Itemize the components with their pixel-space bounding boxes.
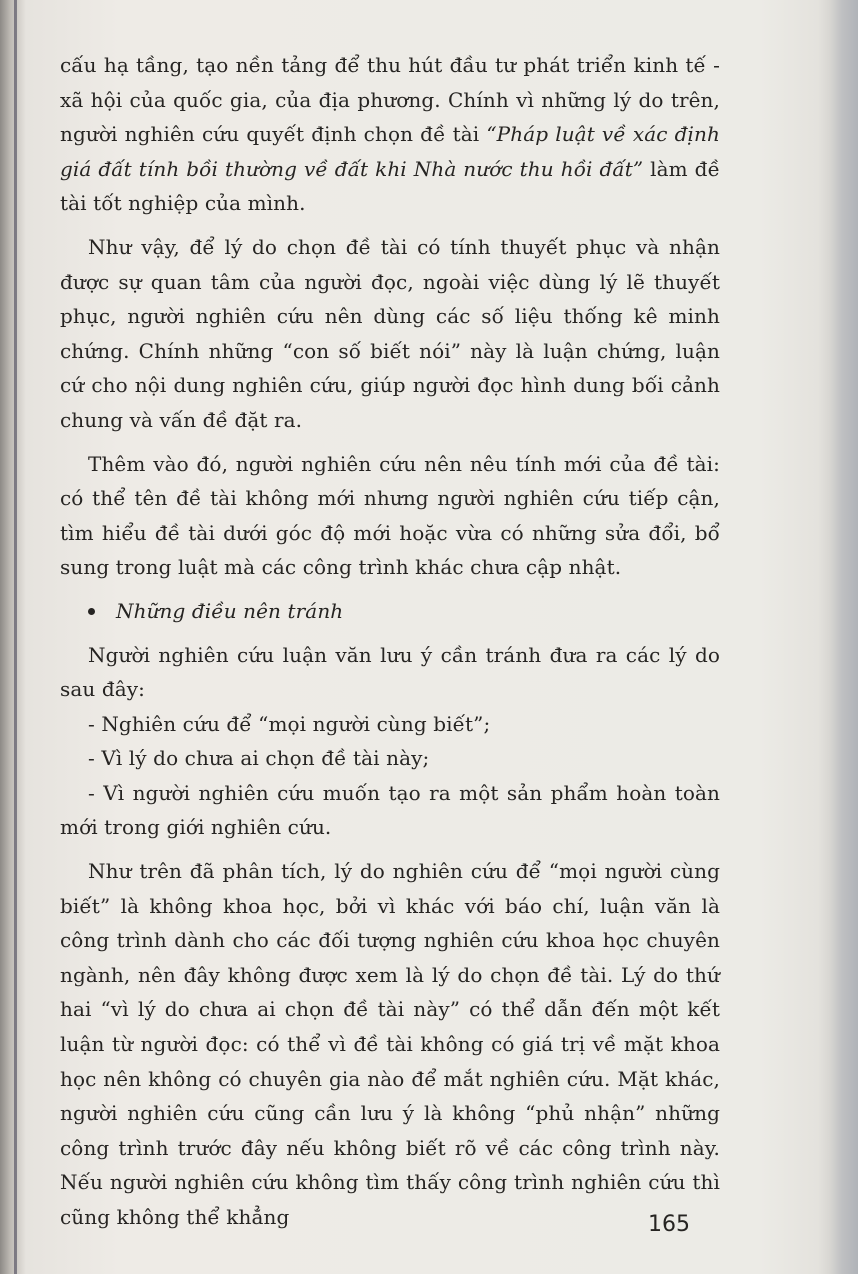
paragraph-5: Như trên đã phân tích, lý do nghiên cứu để “mọi người cùng biết” là không khoa học, bởi vì khác với báo chí, luận văn là công trình dành cho các đối tượng nghiên cứu khoa học chuyên ngành, nên đây không được xem là lý do chọn đề tài. Lý do thứ hai “vì lý do chưa ai chọn đề tài này” có thể dẫn đến một kết luận từ người đọc: có thể vì đề tài không có giá trị về mặt khoa học nên không có chuyên gia nào để mắt nghiên cứu. Mặt khác, người nghiên cứu cũng cần lưu ý là không “phủ nhận” những công trình trước đây nếu không biết rõ về các công trình này. Nếu người nghiên cứu không tìm thấy công trình nghiên cứu thì cũng không thể khẳng (60, 859, 720, 1229)
paragraph-1 (60, 48, 720, 221)
section-heading-bullet (60, 594, 720, 629)
section-heading: Những điều nên tránh (116, 598, 344, 623)
list-item: - Vì lý do chưa ai chọn đề tài này; (88, 746, 430, 771)
bullet-icon (88, 608, 95, 615)
paragraph-2: Như vậy, để lý do chọn đề tài có tính thuyết phục và nhận được sự quan tâm của người đọc, ngoài việc dùng lý lẽ thuyết phục, người nghiên cứu nên dùng các số liệu thống kê minh chứng. Chính những “con số biết nói” này là luận chứng, luận cứ cho nội dung nghiên cứu, giúp người đọc hình dung bối cảnh chung và vấn đề đặt ra. (60, 234, 720, 432)
body-text (60, 48, 720, 1235)
list-item: - Vì người nghiên cứu muốn tạo ra một sản phẩm hoàn toàn mới trong giới nghiên cứu. (60, 780, 720, 840)
paragraph-1-end: làm đề tài tốt nghiệp của mình. (60, 156, 720, 216)
paragraph-4: Người nghiên cứu luận văn lưu ý cần tránh đưa ra các lý do sau đây: (60, 642, 720, 702)
paragraph-1-start: cấu hạ tầng, tạo nền tảng để thu hút đầu tư phát triển kinh tế - xã hội của quốc gia, của địa phương. Chính vì những lý do trên, người nghiên cứu quyết định chọn đề tài (60, 53, 720, 147)
list-item: - Nghiên cứu để “mọi người cùng biết”; (88, 711, 491, 736)
page-binding-edge (14, 0, 17, 1274)
page-number: 165 (648, 1212, 690, 1237)
paragraph-3: Thêm vào đó, người nghiên cứu nên nêu tính mới của đề tài: có thể tên đề tài không mới nhưng người nghiên cứu tiếp cận, tìm hiểu đề tài dưới góc độ mới hoặc vừa có những sửa đổi, bổ sung trong luật mà các công trình khác chưa cập nhật. (60, 451, 720, 580)
thesis-title: “Pháp luật về xác định giá đất tính bồi thường về đất khi Nhà nước thu hồi đất” (60, 122, 720, 181)
